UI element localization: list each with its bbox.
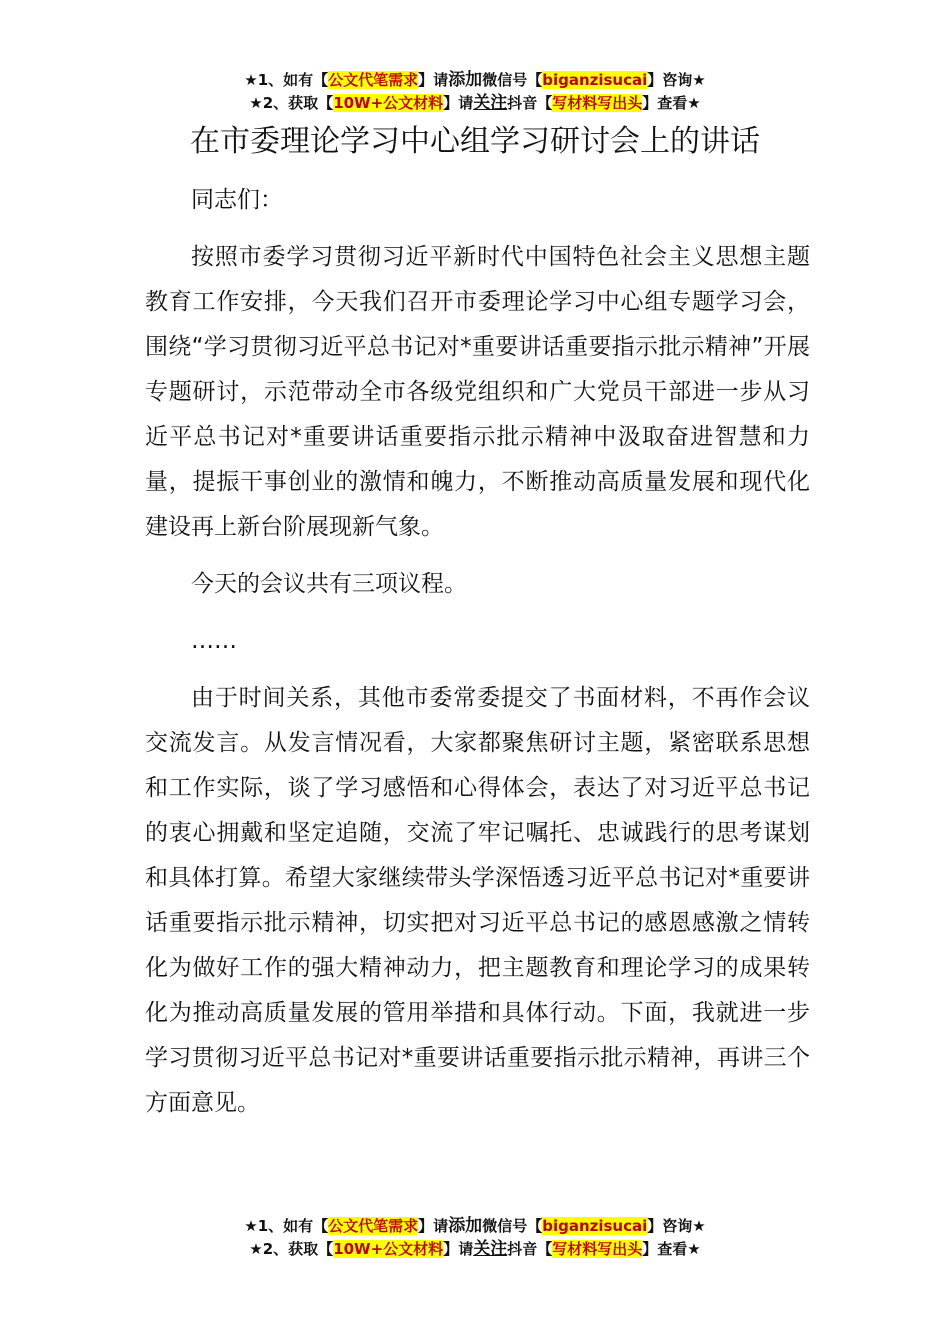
banner-text: 】咨询★ bbox=[647, 71, 706, 89]
banner-text: ★1、如有【 bbox=[244, 1217, 329, 1235]
banner-emphasis: 添加 bbox=[448, 1216, 483, 1236]
body-paragraph: 今天的会议共有三项议程。 bbox=[191, 571, 467, 597]
banner-text: 】请 bbox=[443, 1240, 474, 1258]
banner-text: 抖音【 bbox=[507, 1240, 553, 1258]
banner-text: 】请 bbox=[443, 94, 474, 112]
banner-text: 】查看★ bbox=[642, 94, 701, 112]
body-paragraph: 由于时间关系，其他市委常委提交了书面材料，不再作会议交流发言。从发言情况看，大家都聚焦研讨主题，紧密联系思想和工作实际，谈了学习感悟和心得体会，表达了对习近平总书记的衷心拥戴和坚定追随，交流了牢记嘱托、忠诚践行的思考谋划和具体打算。希望大家继续带头学深悟透习近平总书记对*重要讲话重要指示批示精神，切实把对习近平总书记的感恩感激之情转化为做好工作的强大精神动力，把主题教育和理论学习的成果转化为推动高质量发展的管用举措和具体行动。下面，我就进一步学习贯彻习近平总书记对*重要讲话重要指示批示精神，再讲三个方面意见。 bbox=[145, 685, 810, 1116]
banner-line-1 bbox=[0, 69, 950, 92]
banner-highlight: 公文代笔需求 bbox=[328, 1217, 419, 1235]
banner-text: 】请 bbox=[418, 1217, 449, 1235]
banner-text: 】请 bbox=[418, 71, 449, 89]
salutation: 同志们： bbox=[191, 187, 283, 213]
body-paragraph: 按照市委学习贯彻习近平新时代中国特色社会主义思想主题教育工作安排，今天我们召开市委理论学习中心组专题学习会，围绕“学习贯彻习近平总书记对*重要讲话重要指示批示精神”开展专题研讨，示范带动全市各级党组织和广大党员干部进一步从习近平总书记对*重要讲话重要指示批示精神中汲取奋进智慧和力量，提振干事创业的激情和魄力，不断推动高质量发展和现代化建设再上新台阶展现新气象。 bbox=[145, 244, 810, 540]
banner-text: ★2、获取【 bbox=[249, 1240, 334, 1258]
banner-highlight: 写材料写出头 bbox=[552, 1240, 643, 1258]
banner-line-2 bbox=[0, 1238, 950, 1261]
banner-emphasis: 关注 bbox=[473, 93, 508, 113]
top-banner bbox=[0, 69, 950, 115]
banner-line-2 bbox=[0, 92, 950, 115]
banner-text: 微信号【 bbox=[482, 1217, 543, 1235]
banner-wechat-id: biganzisucai bbox=[542, 71, 648, 89]
banner-emphasis: 添加 bbox=[448, 70, 483, 90]
banner-highlight: 公文代笔需求 bbox=[328, 71, 419, 89]
banner-highlight: 10W+公文材料 bbox=[333, 1240, 444, 1258]
banner-wechat-id: biganzisucai bbox=[542, 1217, 648, 1235]
banner-text: 】咨询★ bbox=[647, 1217, 706, 1235]
banner-highlight: 10W+公文材料 bbox=[333, 94, 444, 112]
ellipsis-paragraph: …… bbox=[191, 628, 237, 654]
banner-emphasis: 关注 bbox=[473, 1239, 508, 1259]
document-body bbox=[145, 178, 810, 1126]
banner-text: ★2、获取【 bbox=[249, 94, 334, 112]
banner-text: ★1、如有【 bbox=[244, 71, 329, 89]
banner-text: 抖音【 bbox=[507, 94, 553, 112]
document-title: 在市委理论学习中心组学习研讨会上的讲话 bbox=[190, 124, 760, 159]
banner-text: 】查看★ bbox=[642, 1240, 701, 1258]
banner-line-1 bbox=[0, 1215, 950, 1238]
banner-highlight: 写材料写出头 bbox=[552, 94, 643, 112]
bottom-banner bbox=[0, 1215, 950, 1261]
banner-text: 微信号【 bbox=[482, 71, 543, 89]
